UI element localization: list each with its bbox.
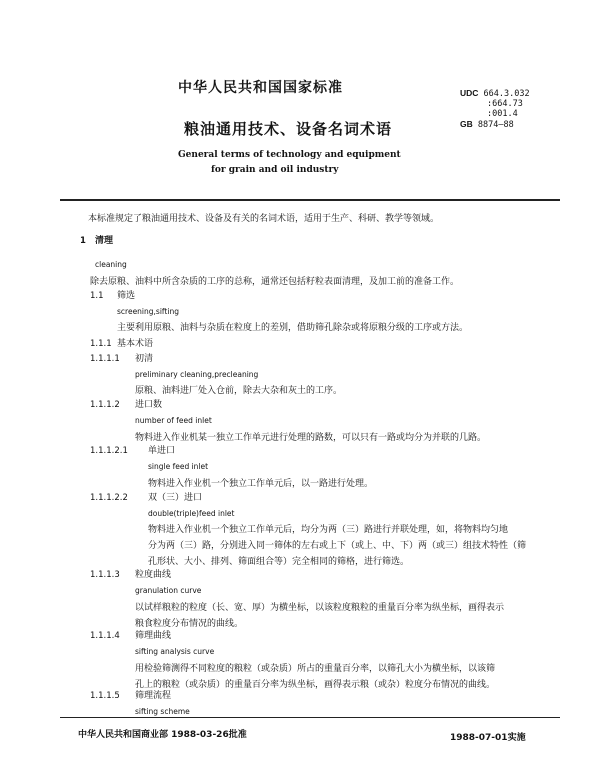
udc-code: :001.4 (487, 109, 518, 119)
term-number: 1.1.1.5 (90, 691, 120, 701)
term-number: 1.1.1.2 (90, 400, 120, 410)
term-number: 1.1.1.4 (90, 631, 120, 641)
header-divider (60, 199, 560, 201)
approval-note: 中华人民共和国商业部 1988-03-26批准 (78, 730, 247, 740)
term-number: 1.1.1.2.2 (90, 493, 128, 503)
udc-block (460, 88, 530, 130)
term-definition: 物料进入作业机一个独立工作单元后，均分为两（三）路进行并联处理，如，将物料均匀地 (148, 525, 509, 535)
term-chinese: 初清 (135, 354, 154, 364)
term-chinese: 基本术语 (117, 339, 154, 349)
term-chinese: 单进口 (148, 446, 176, 456)
term-english: screening,sifting (117, 307, 179, 316)
term-chinese: 筛选 (117, 291, 136, 301)
gb-label: GB (460, 119, 473, 129)
udc-code: 664.3.032 (483, 89, 530, 99)
term-number: 1.1.1.2.1 (90, 446, 128, 456)
intro-paragraph: 本标准规定了粮油通用技术、设备及有关的名词术语，适用于生产、科研、教学等领域。 (88, 214, 440, 224)
term-number: 1 (80, 236, 86, 246)
term-definition: 分为两（三）路，分别进入同一筛体的左右或上下（或上、中、下）两（或三）组技术特性（筛 (148, 541, 527, 551)
term-definition: 孔上的粮粒（或杂质）的重量百分率为纵坐标，画得表示粮（或杂）粒度分布情况的曲线。 (135, 680, 496, 690)
term-chinese: 进口数 (135, 400, 163, 410)
effective-date: 1988-07-01实施 (450, 733, 526, 743)
term-definition: 除去原粮、油料中所含杂质的工序的总称，通常还包括籽粒表面清理，及加工前的准备工作。 (90, 277, 460, 287)
term-chinese: 双（三）进口 (148, 493, 203, 503)
term-chinese: 清理 (95, 236, 114, 246)
term-english: double(triple)feed inlet (148, 509, 235, 518)
term-definition: 孔形状、大小、排列、筛面组合等）完全相同的筛格，进行筛选。 (148, 557, 410, 567)
term-number: 1.1.1.1 (90, 354, 120, 364)
term-number: 1.1 (90, 291, 104, 301)
gb-number: 8874—88 (477, 120, 514, 130)
udc-label: UDC (460, 88, 479, 98)
term-number: 1.1.1.3 (90, 570, 120, 580)
udc-code: :664.73 (487, 99, 523, 109)
term-definition: 物料进入作业机某一独立工作单元进行处理的路数，可以只有一路或均分为并联的几路。 (135, 433, 487, 443)
standard-category-title: 中华人民共和国国家标准 (178, 80, 343, 96)
term-english: sifting analysis curve (135, 647, 215, 656)
term-english: preliminary cleaning,precleaning (135, 370, 259, 379)
english-title-line2: for grain and oil industry (211, 165, 339, 175)
term-definition: 物料进入作业机一个独立工作单元后，以一路进行处理。 (148, 479, 374, 489)
term-definition: 原粮、油料进厂处入仓前，除去大杂和灰土的工序。 (135, 386, 343, 396)
term-chinese: 筛理流程 (135, 691, 172, 701)
term-english: number of feed inlet (135, 416, 212, 425)
term-english: single feed inlet (148, 462, 209, 471)
term-number: 1.1.1 (90, 339, 112, 349)
term-english: granulation curve (135, 586, 202, 595)
term-definition: 主要利用原粮、油料与杂质在粒度上的差别，借助筛孔除杂或将原粮分级的工序或方法。 (117, 323, 469, 333)
term-definition: 用检验筛测得不同粒度的粮粒（或杂质）所占的重量百分率，以筛孔大小为横坐标，以该筛 (135, 664, 496, 674)
term-chinese: 粒度曲线 (135, 570, 172, 580)
term-english: cleaning (95, 260, 127, 269)
term-definition: 粮食粒度分布情况的曲线。 (135, 619, 244, 629)
standard-title: 粮油通用技术、设备名词术语 (184, 120, 393, 138)
term-definition: 以试样粮粒的粒度（长、宽、厚）为横坐标，以该粒度粮粒的重量百分率为纵坐标，画得表示 (135, 603, 505, 613)
footer-divider (60, 717, 560, 718)
term-english: sifting scheme (135, 707, 190, 716)
english-title-line1: General terms of technology and equipment (178, 150, 401, 160)
term-chinese: 筛理曲线 (135, 631, 172, 641)
